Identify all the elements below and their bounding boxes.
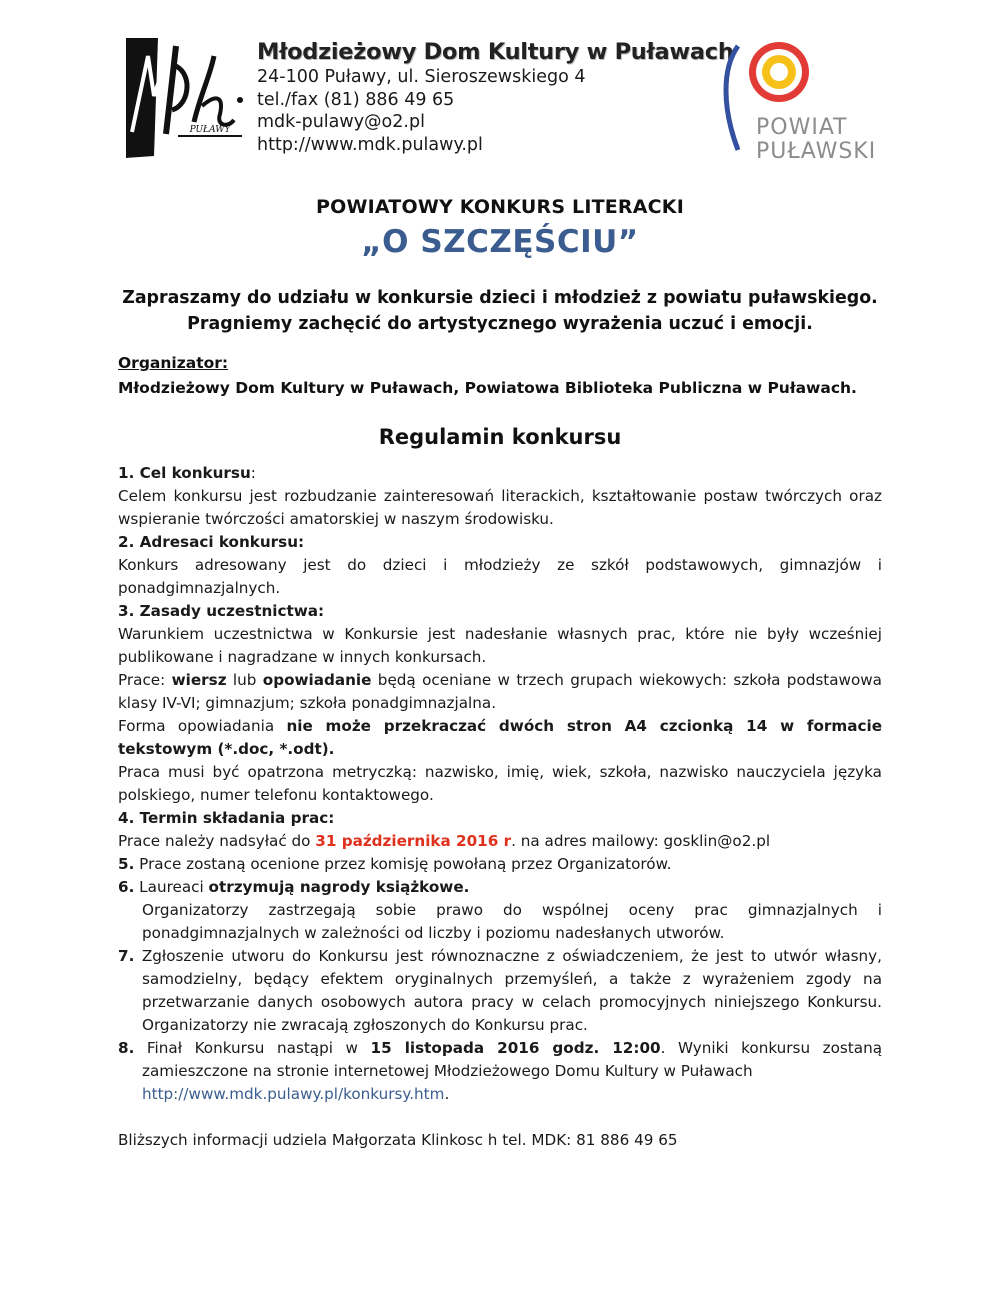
section-2-text: Konkurs adresowany jest do dzieci i młodzieży ze szkół podstawowych, gimnazjów i ponadgimnazjalnych. [118,556,882,597]
org-website: http://www.mdk.pulawy.pl [257,134,483,155]
section-4-heading: 4. Termin składania prac: [118,809,335,827]
section-5: 5. Prace zostaną ocenione przez komisję powołaną przez Organizatorów. [118,855,672,873]
org-name: Młodzieżowy Dom Kultury w Puławach [257,39,734,65]
org-email: mdk-pulawy@o2.pl [257,112,425,132]
invitation-line-2: Pragniemy zachęcić do artystycznego wyrażenia uczuć i emocji. [187,314,813,334]
organizer-label: Organizator: [118,354,229,372]
mdk-logo-subtext: PUŁAWY [189,125,231,135]
regulations-heading: Regulamin konkursu [378,425,622,449]
section-3-format: Forma opowiadania nie może przekraczać dwóch stron A4 czcionką 14 w formacie tekstowym (*.doc, *.odt). [118,717,882,758]
org-address: 24-100 Puławy, ul. Sieroszewskiego 4 [257,67,586,87]
powiat-line2: PUŁAWSKI [756,139,877,164]
header-contact [257,38,734,156]
section-8: 8. Finał Konkursu nastąpi w 15 listopada 2016 godz. 12:00. Wyniki konkursu zostaną zamieszczone na stronie internetowej Młodzieżowego Domu Kultury w Puławach [118,1039,883,1080]
section-7: 7. Zgłoszenie utworu do Konkursu jest równoznaczne z oświadczeniem, że jest to utwór własny, samodzielny, będący efektem oryginalnych przemyśleń, a także z wyrażeniem zgody na przetwarzanie danych osobowych autora pracy w celach promocyjnych niniejszego Konkursu. Organizatorzy nie zwracają zgłoszonych do Konkursu prac. [118,947,882,1034]
contest-results-link[interactable]: http://www.mdk.pulawy.pl/konkursy.htm [142,1085,445,1103]
section-6: 6. Laureaci otrzymują nagrody książkowe. [118,878,470,896]
section-8-link-line: http://www.mdk.pulawy.pl/konkursy.htm. [142,1085,450,1103]
invitation [0,285,1000,337]
section-3-heading: 3. Zasady uczestnictwa: [118,602,325,620]
contest-title: POWIATOWY KONKURS LITERACKI [315,196,685,218]
contest-subtitle: „O SZCZĘŚCIU” [361,224,639,260]
deadline-date: 31 października 2016 r [315,832,512,850]
section-1-heading: 1. Cel konkursu: [118,464,256,482]
powiat-line1: POWIAT [756,115,848,140]
section-3-works: Prace: wiersz lub opowiadanie będą oceniane w trzech grupach wiekowych: szkoła podstawowa klasy IV-VI; gimnazjum; szkoła ponadgimnazjalna. [118,671,882,712]
section-2-heading: 2. Adresaci konkursu: [118,533,305,551]
section-3-text: Warunkiem uczestnictwa w Konkursie jest nadesłanie własnych prac, które nie były wcześniej publikowane i nagradzane w innych konkursach. [118,625,882,666]
section-1-text: Celem konkursu jest rozbudzanie zainteresowań literackich, kształtowanie postaw twórczych oraz wspieranie twórczości amatorskiej w naszym środowisku. [118,487,882,528]
invitation-line-1: Zapraszamy do udziału w konkursie dzieci i młodzież z powiatu puławskiego. [122,288,878,308]
organizer-value: Młodzieżowy Dom Kultury w Puławach, Powiatowa Biblioteka Publiczna w Puławach. [118,379,857,397]
regulations-body [118,462,882,1106]
mdk-logo [124,36,246,158]
section-6-text: Organizatorzy zastrzegają sobie prawo do wspólnej oceny prac gimnazjalnych i ponadgimnazjalnych w zależności od liczby i poziomu nadesłanych utworów. [142,901,882,942]
section-3-metadata: Praca musi być opatrzona metryczką: nazwisko, imię, wiek, szkoła, nazwisko nauczyciela języka polskiego, numer telefonu kontaktowego. [118,763,882,804]
contact-footer: Bliższych informacji udziela Małgorzata Klinkosc h tel. MDK: 81 886 49 65 [118,1131,678,1149]
section-4-text: Prace należy nadsyłać do 31 października 2016 r. na adres mailowy: gosklin@o2.pl [118,832,771,850]
powiat-pulawski-logo [718,38,883,164]
org-phone: tel./fax (81) 886 49 65 [257,89,455,110]
